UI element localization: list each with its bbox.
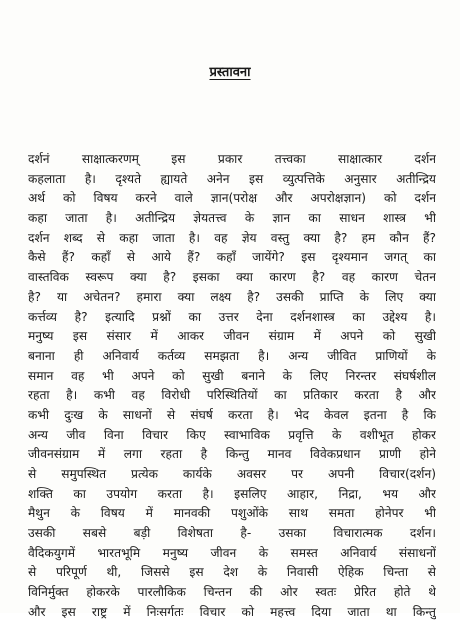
page-title: प्रस्तावना [209,65,251,80]
text-line: कभी दुःख के साधनों से संघर्ष करता है। भेद केवल इतना है कि [28,407,436,422]
text-line: बनाना ही अनिवार्य कर्तव्य समझता है। अन्य जीवित प्राणियों के [28,348,436,363]
text-line: समान वह भी अपने को सुखी बनाने के लिए निरन्तर संघर्षशील [28,368,436,383]
text-line: है? या अचेतन? हमारा क्या लक्ष्य है? उसकी प्राप्ति के लिए क्या [28,289,436,304]
text-line: वैदिकयुगमें भारतभूमि मनुष्य जीवन के समस्त अनिवार्य संसाधनों [28,545,436,560]
text-line: कहा जाता है। अतीन्द्रिय ज्ञेयतत्त्व के ज्ञान का साधन शास्त्र भी [28,211,436,226]
text-line: कहलाता है। दृश्यते ह्यायते अनेन इस व्युत्पत्तिके अनुसार अतीन्द्रिय [28,171,436,186]
text-line: कैसे हैं? कहाँ से आये हैं? कहाँ जायेंगे? इस दृश्यमान जगत् का [28,250,436,265]
text-line: से समुपस्थित प्रत्येक कार्यके अवसर पर अपनी विचार(दर्शन) [28,467,436,481]
body-paragraph [28,150,436,623]
text-line: अर्थ को विषय करने वाले ज्ञान(परोक्ष और अपरोक्षज्ञान) को दर्शन [28,191,436,206]
text-line: विनिर्मुक्त होकरके पारलौकिक चिन्तन की ओर स्वतः प्रेरित होते थे [28,585,436,600]
text-line: शक्ति का उपयोग करता है। इसलिए आहार, निद्रा, भय और [28,486,436,501]
text-line: मैथुन के विषय में मानवकी पशुओंके साथ समता होनेपर भी [28,506,436,521]
text-line: कर्त्तव्य है? इत्यादि प्रश्नों का उत्तर देना दर्शनशास्त्र का उद्देश्य है। [28,309,436,324]
text-line: वास्तविक स्वरूप क्या है? इसका क्या कारण है? वह कारण चेतन [28,270,436,285]
text-line: दर्शनं साक्षात्करणम् इस प्रकार तत्त्वका साक्षात्कार दर्शन [28,152,436,166]
text-line: अन्य जीव विना विचार किए स्वाभाविक प्रवृत्ति के वशीभूत होकर [28,427,436,442]
text-line: दर्शन शब्द से कहा जाता है। वह ज्ञेय वस्तु क्या है? हम कौन हैं? [28,230,436,245]
text-line: और इस राष्ट्र में निःसर्गतः विचार को महत्त्व दिया जाता था किन्तु [28,604,436,619]
text-line: रहता है। कभी वह विरोधी परिस्थितियों का प्रतिकार करता है और [28,388,436,403]
text-line: उसकी सबसे बड़ी विशेषता है- उसका विचारात्मक दर्शन। [28,526,436,541]
text-line: जीवनसंग्राम में लगा रहता है किन्तु मानव विवेकप्रधान प्राणी होने [28,447,436,462]
text-line: से परिपूर्ण थी, जिससे इस देश के निवासी ऐहिक चिन्ता से [28,565,436,580]
text-line: मनुष्य इस संसार में आकर जीवन संग्राम में अपने को सुखी [28,329,436,344]
